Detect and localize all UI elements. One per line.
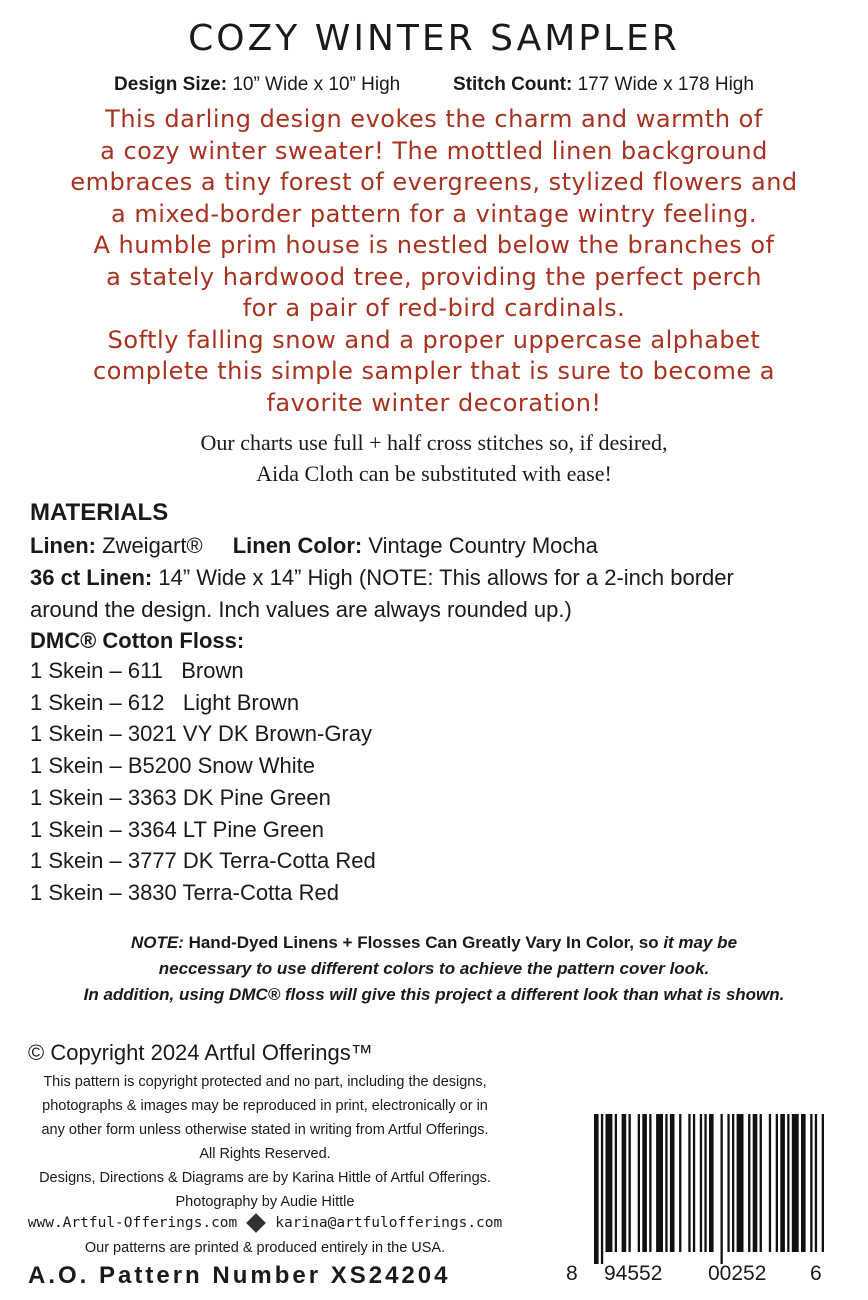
- stitch-count-value: 177 Wide x 178 High: [577, 74, 754, 95]
- note-line-3-text: In addition, using DMC® floss will give this project a different look than what is shown.: [83, 985, 785, 1004]
- barcode-bar: [737, 1114, 744, 1252]
- barcode-bar: [615, 1114, 617, 1252]
- barcode-bar: [709, 1114, 714, 1252]
- barcode-bar: [700, 1114, 702, 1252]
- barcode-bar: [732, 1114, 734, 1252]
- floss-item: 1 Skein – 612 Light Brown: [30, 689, 300, 715]
- legal-line: Photography by Audie Hittle: [175, 1194, 355, 1210]
- materials-heading: MATERIALS: [30, 499, 169, 526]
- description-line: a mixed-border pattern for a vintage wintry feeling.: [111, 199, 757, 228]
- ct-value: 14” Wide x 14” High (NOTE: This allows for a 2-inch border: [158, 565, 734, 590]
- stitch-note-line: Aida Cloth can be substituted with ease!: [256, 461, 612, 486]
- barcode-bar: [693, 1114, 695, 1252]
- description: [0, 104, 868, 419]
- description-line: for a pair of red-bird cardinals.: [242, 294, 626, 322]
- barcode-bar: [679, 1114, 681, 1252]
- barcode-bar: [622, 1114, 627, 1252]
- linen-value: Zweigart®: [102, 533, 203, 558]
- barcode-digit-lead: 8: [566, 1262, 578, 1285]
- note-line-3: [20, 982, 848, 1008]
- diamond-icon: [246, 1213, 266, 1233]
- barcode-bar: [629, 1114, 631, 1252]
- copyright-heading: © Copyright 2024 Artful Offerings™: [28, 1040, 373, 1065]
- legal-line: All Rights Reserved.: [199, 1146, 331, 1162]
- floss-item: 1 Skein – 611 Brown: [30, 658, 244, 683]
- floss-item: 1 Skein – 3363 DK Pine Green: [30, 784, 331, 810]
- barcode-bar: [665, 1114, 667, 1252]
- barcode-bar: [787, 1114, 789, 1252]
- barcode-bar: [656, 1114, 663, 1252]
- stitch-note-line: Our charts use full + half cross stitches so, if desired,: [200, 430, 668, 455]
- description-line: A humble prim house is nestled below the branches of: [93, 231, 775, 259]
- page-title: COZY WINTER SAMPLER: [188, 18, 680, 59]
- note-line-2: [20, 956, 848, 982]
- barcode-bar: [601, 1114, 603, 1264]
- barcode-bar: [822, 1114, 824, 1252]
- stitch-note: [0, 427, 868, 489]
- note-label: NOTE:: [130, 933, 184, 952]
- barcode-bar: [760, 1114, 762, 1252]
- floss-item: 1 Skein – 3777 DK Terra-Cotta Red: [30, 848, 376, 874]
- barcode-digit-check: 6: [810, 1262, 822, 1285]
- note-line-2-text: neccessary to use different colors to achieve the pattern cover look.: [158, 959, 710, 978]
- floss-heading-text: DMC® Cotton Floss:: [30, 628, 245, 653]
- barcode-bar: [769, 1114, 771, 1252]
- barcode-bar: [670, 1114, 675, 1252]
- description-line: favorite winter decoration!: [266, 388, 602, 417]
- description-line: Softly falling snow and a proper uppercase alphabet: [107, 325, 761, 354]
- note-text-italic: it may be: [663, 933, 738, 952]
- barcode-bar: [810, 1114, 812, 1252]
- barcode-bar: [780, 1114, 785, 1252]
- barcode-bar: [642, 1114, 647, 1252]
- floss-item: 1 Skein – 3830 Terra-Cotta Red: [30, 879, 339, 905]
- legal-line: This pattern is copyright protected and no part, including the designs,: [43, 1074, 487, 1090]
- floss-item: 1 Skein – B5200 Snow White: [30, 753, 315, 779]
- note-text: Hand-Dyed Linens + Flosses Can Greatly Vary In Color, so: [188, 933, 659, 952]
- website-link[interactable]: www.Artful-Offerings.com: [27, 1215, 238, 1231]
- legal-line: Designs, Directions & Diagrams are by Karina Hittle of Artful Offerings.: [39, 1170, 491, 1186]
- description-line: a cozy winter sweater! The mottled linen background: [100, 136, 768, 165]
- barcode-bar: [594, 1114, 599, 1264]
- barcode-digit-group-1: 94552: [604, 1262, 663, 1285]
- floss-heading: [30, 625, 244, 657]
- floss-item: 1 Skein – 3021 VY DK Brown-Gray: [30, 721, 372, 747]
- barcode-bar: [688, 1114, 690, 1252]
- stitch-count-label: Stitch Count:: [453, 74, 573, 95]
- barcode-bar: [792, 1114, 799, 1252]
- design-size-label: Design Size:: [114, 74, 228, 95]
- linen-row: [30, 530, 598, 562]
- legal-line: photographs & images may be reproduced in print, electronically or in: [42, 1098, 488, 1114]
- barcode-bar: [815, 1114, 817, 1252]
- barcode-bar: [727, 1114, 729, 1252]
- floss-list: [30, 655, 376, 909]
- description-line: a stately hardwood tree, providing the perfect perch: [106, 262, 762, 291]
- email-link[interactable]: karina@artfulofferings.com: [275, 1215, 503, 1231]
- barcode-bar: [721, 1114, 723, 1264]
- barcode-bar: [649, 1114, 651, 1252]
- floss-item: 1 Skein – 3364 LT Pine Green: [30, 816, 324, 842]
- description-line: complete this simple sampler that is sure to become a: [93, 357, 775, 385]
- barcode-bar: [638, 1114, 640, 1252]
- ct-row: [30, 562, 734, 594]
- contact-row: [20, 1215, 510, 1231]
- ct-label: 36 ct Linen:: [30, 565, 153, 590]
- design-specs: [0, 74, 868, 96]
- pattern-number: A.O. Pattern Number XS24204: [28, 1262, 451, 1289]
- legal-text: [20, 1070, 510, 1214]
- barcode-digit-group-2: 00252: [708, 1262, 767, 1285]
- design-size-value: 10” Wide x 10” High: [232, 74, 401, 95]
- description-line: embraces a tiny forest of evergreens, stylized flowers and: [70, 168, 798, 196]
- barcode-bar: [748, 1114, 750, 1252]
- linen-color-value: Vintage Country Mocha: [368, 533, 598, 558]
- linen-color-label: Linen Color:: [232, 533, 363, 558]
- ct-row-cont: around the design. Inch values are always rounded up.): [30, 597, 572, 622]
- note-line-1: [20, 930, 848, 956]
- barcode-bar: [606, 1114, 613, 1252]
- barcode-bar: [776, 1114, 778, 1252]
- linen-label: Linen:: [30, 533, 96, 558]
- legal-line: any other form unless otherwise stated in writing from Artful Offerings.: [41, 1122, 489, 1138]
- barcode-bar: [704, 1114, 706, 1252]
- color-note: [20, 930, 848, 1008]
- made-in-usa: Our patterns are printed & produced entirely in the USA.: [84, 1240, 446, 1256]
- barcode-icon: [560, 1114, 846, 1264]
- barcode-bar: [753, 1114, 758, 1252]
- description-line: This darling design evokes the charm and warmth of: [105, 105, 763, 133]
- barcode-bar: [801, 1114, 806, 1252]
